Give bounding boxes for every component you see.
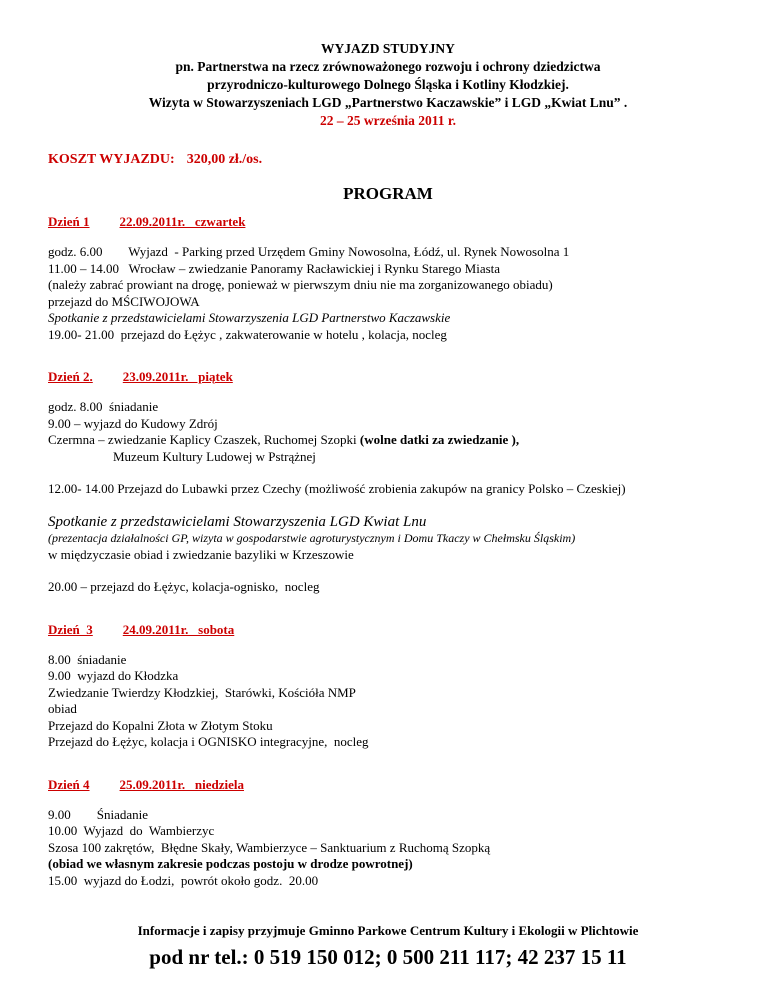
footer-phones: pod nr tel.: 0 519 150 012; 0 500 211 117; 42 237 15 11 [149, 945, 627, 969]
header-line-4: Wizyta w Stowarzyszeniach LGD „Partnerstwo Kaczawskie” i LGD „Kwiat Lnu” . [148, 95, 628, 110]
day3-line: Przejazd do Łężyc, kolacja i OGNISKO integracyjne, nocleg [48, 734, 369, 749]
day1-line: Spotkanie z przedstawicielami Stowarzyszenia LGD Partnerstwo Kaczawskie [48, 310, 451, 325]
day4-line: 9.00 Śniadanie [48, 806, 149, 822]
day2-date: 23.09.2011r. piątek [122, 369, 233, 384]
day1-line: godz. 6.00 Wyjazd - Parking przed Urzędem Gminy Nowosolna, Łódź, ul. Rynek Nowosolna 1 [48, 244, 570, 259]
day2-line: 20.00 – przejazd do Łężyc, kolacja-ognisko, nocleg [48, 579, 320, 594]
header [48, 40, 728, 130]
day1-line: 11.00 – 14.00 Wrocław – zwiedzanie Panoramy Racławickiej i Rynku Starego Miasta [48, 260, 501, 276]
day2-line: Spotkanie z przedstawicielami Stowarzyszenia LGD Kwiat Lnu [48, 513, 427, 530]
day1-heading [48, 214, 728, 230]
day3-label: Dzień 3 [48, 621, 93, 637]
day1-line: przejazd do MŚCIWOJOWA [48, 293, 200, 309]
day2-label: Dzień 2. [48, 369, 93, 384]
header-line-3: przyrodniczo-kulturowego Dolnego Śląska i Kotliny Kłodzkiej. [207, 77, 569, 92]
day1-date: 22.09.2011r. czwartek [119, 214, 246, 229]
day1-line: (należy zabrać prowiant na drogę, ponieważ w pierwszym dniu nie ma zorganizowanego obiadu) [48, 277, 553, 292]
day3-heading [48, 622, 728, 638]
day4-line: Szosa 100 zakrętów, Błędne Skały, Wambierzyce – Sanktuarium z Ruchomą Szopką [48, 839, 491, 855]
day3-line: 9.00 wyjazd do Kłodzka [48, 668, 179, 683]
day4-heading [48, 777, 728, 793]
day3-date: 24.09.2011r. sobota [122, 621, 235, 637]
day2-line: w międzyczasie obiad i zwiedzanie bazyliki w Krzeszowie [48, 546, 354, 562]
cost-line [48, 152, 728, 168]
day2-line: godz. 8.00 śniadanie [48, 399, 159, 414]
day2-line-text: Czermna – zwiedzanie Kaplicy Czaszek, Ruchomej Szopki [48, 432, 360, 447]
header-line-2: pn. Partnerstwa na rzecz zrównoważonego rozwoju i ochrony dziedzictwa [175, 59, 601, 74]
day4-date: 25.09.2011r. niedziela [119, 776, 244, 792]
day4-line: 15.00 wyjazd do Łodzi, powrót około godz. 20.00 [48, 872, 319, 888]
day2-line: (prezentacja działalności GP, wizyta w gospodarstwie agroturystycznym i Domu Tkaczy w Chełmsku Śląskim) [48, 531, 576, 545]
day2-line: 12.00- 14.00 Przejazd do Lubawki przez Czechy (możliwość zrobienia zakupów na granicy Polsko – Czeskiej) [48, 481, 626, 496]
day3-schedule [48, 652, 728, 751]
footer-info: Informacje i zapisy przyjmuje Gminno Parkowe Centrum Kultury i Ekologii w Plichtowie [137, 923, 639, 938]
day3-line: obiad [48, 701, 77, 716]
day4-line: 10.00 Wyjazd do Wambierzyc [48, 823, 215, 838]
day2-line-bold: (wolne datki za zwiedzanie ), [359, 432, 520, 447]
day1-line: 19.00- 21.00 przejazd do Łężyc , zakwaterowanie w hotelu , kolacja, nocleg [48, 326, 447, 342]
header-dates: 22 – 25 września 2011 r. [320, 113, 456, 128]
cost-amount: 320,00 zł./os. [186, 152, 263, 167]
day4-label: Dzień 4 [48, 776, 90, 792]
day4-schedule [48, 807, 728, 890]
cost-label: KOSZT WYJAZDU: [48, 152, 175, 167]
day2-line: Muzeum Kultury Ludowej w Pstrążnej [48, 448, 316, 464]
day4-line: (obiad we własnym zakresie podczas postoju w drodze powrotnej) [48, 856, 413, 871]
program-title: PROGRAM [343, 184, 433, 203]
header-title: WYJAZD STUDYJNY [321, 41, 455, 56]
day1-schedule [48, 244, 728, 343]
day2-line: 9.00 – wyjazd do Kudowy Zdrój [48, 415, 218, 431]
day3-line: 8.00 śniadanie [48, 651, 127, 667]
day2-line [48, 432, 728, 449]
document-page [48, 40, 728, 970]
day3-line: Przejazd do Kopalni Złota w Złotym Stoku [48, 717, 273, 733]
day3-line: Zwiedzanie Twierdzy Kłodzkiej, Starówki, Kościóła NMP [48, 684, 356, 700]
day2-heading [48, 369, 728, 385]
day2-schedule [48, 399, 728, 596]
day1-label: Dzień 1 [48, 214, 90, 229]
